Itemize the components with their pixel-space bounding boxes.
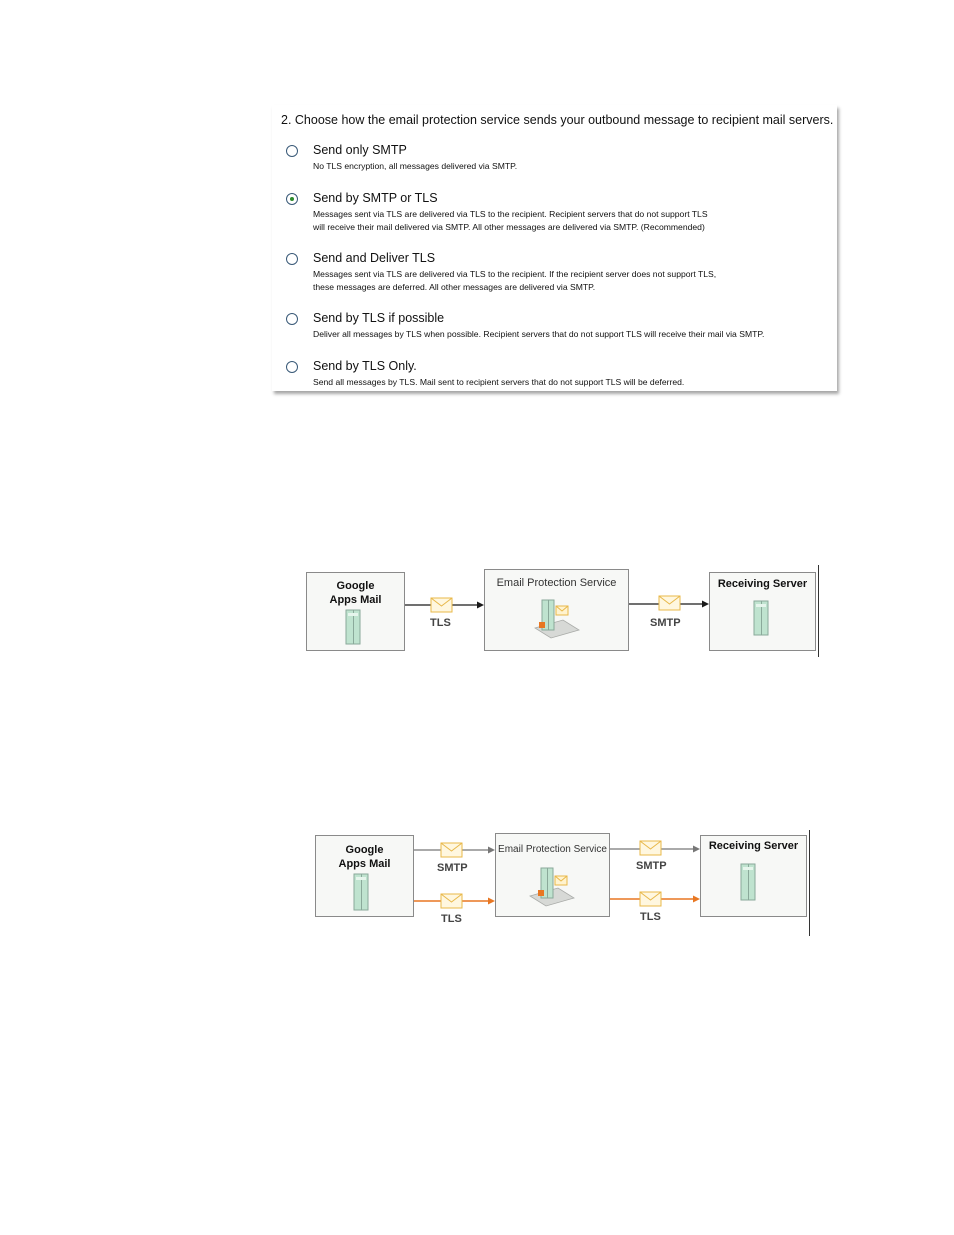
protocol-label-smtp: SMTP [636, 860, 667, 872]
protocol-label-tls: TLS [640, 911, 661, 923]
envelope-icon [640, 841, 661, 855]
panel-title: 2. Choose how the email protection service sends your outbound message to recipient mail servers. [281, 113, 834, 127]
protocol-label-tls: TLS [441, 913, 462, 925]
option-description: No TLS encryption, all messages delivered via SMTP. [313, 161, 518, 171]
box-receiving-server: Receiving Server [700, 835, 807, 917]
box-google-apps-mail: Google Apps Mail [306, 572, 405, 651]
protocol-label-smtp: SMTP [650, 617, 681, 629]
option-label: Send by TLS if possible [313, 311, 445, 325]
option-description: Messages sent via TLS are delivered via TLS to the recipient. If the recipient server does not support TLS, these messages are deferred. All other messages are delivered via SMTP. [313, 269, 717, 292]
option-label: Send by TLS Only. [313, 359, 417, 373]
option-label: Send and Deliver TLS [313, 251, 436, 265]
box-email-protection-service: Email Protection Service [495, 833, 610, 917]
envelope-icon [441, 843, 462, 857]
envelope-icon [640, 892, 661, 906]
option-label: Send by SMTP or TLS [313, 191, 438, 205]
envelope-icon [441, 894, 462, 908]
box-receiving-server: Receiving Server [709, 572, 816, 651]
box-email-protection-service: Email Protection Service [484, 569, 629, 651]
option-description: Send all messages by TLS. Mail sent to recipient servers that do not support TLS will be deferred. [313, 377, 685, 387]
option-description: Messages sent via TLS are delivered via TLS to the recipient. Recipient servers that do not support TLS will receive their mail delivered via SMTP. All other messages are delivered via SMTP. (Recommended) [313, 209, 708, 232]
protocol-label-tls: TLS [430, 617, 451, 629]
box-google-apps-mail: Google Apps Mail [315, 835, 414, 917]
option-label: Send only SMTP [313, 143, 407, 157]
protocol-label-smtp: SMTP [437, 862, 468, 874]
option-description: Deliver all messages by TLS when possible. Recipient servers that do not support TLS will receive their mail via SMTP. [313, 329, 765, 339]
